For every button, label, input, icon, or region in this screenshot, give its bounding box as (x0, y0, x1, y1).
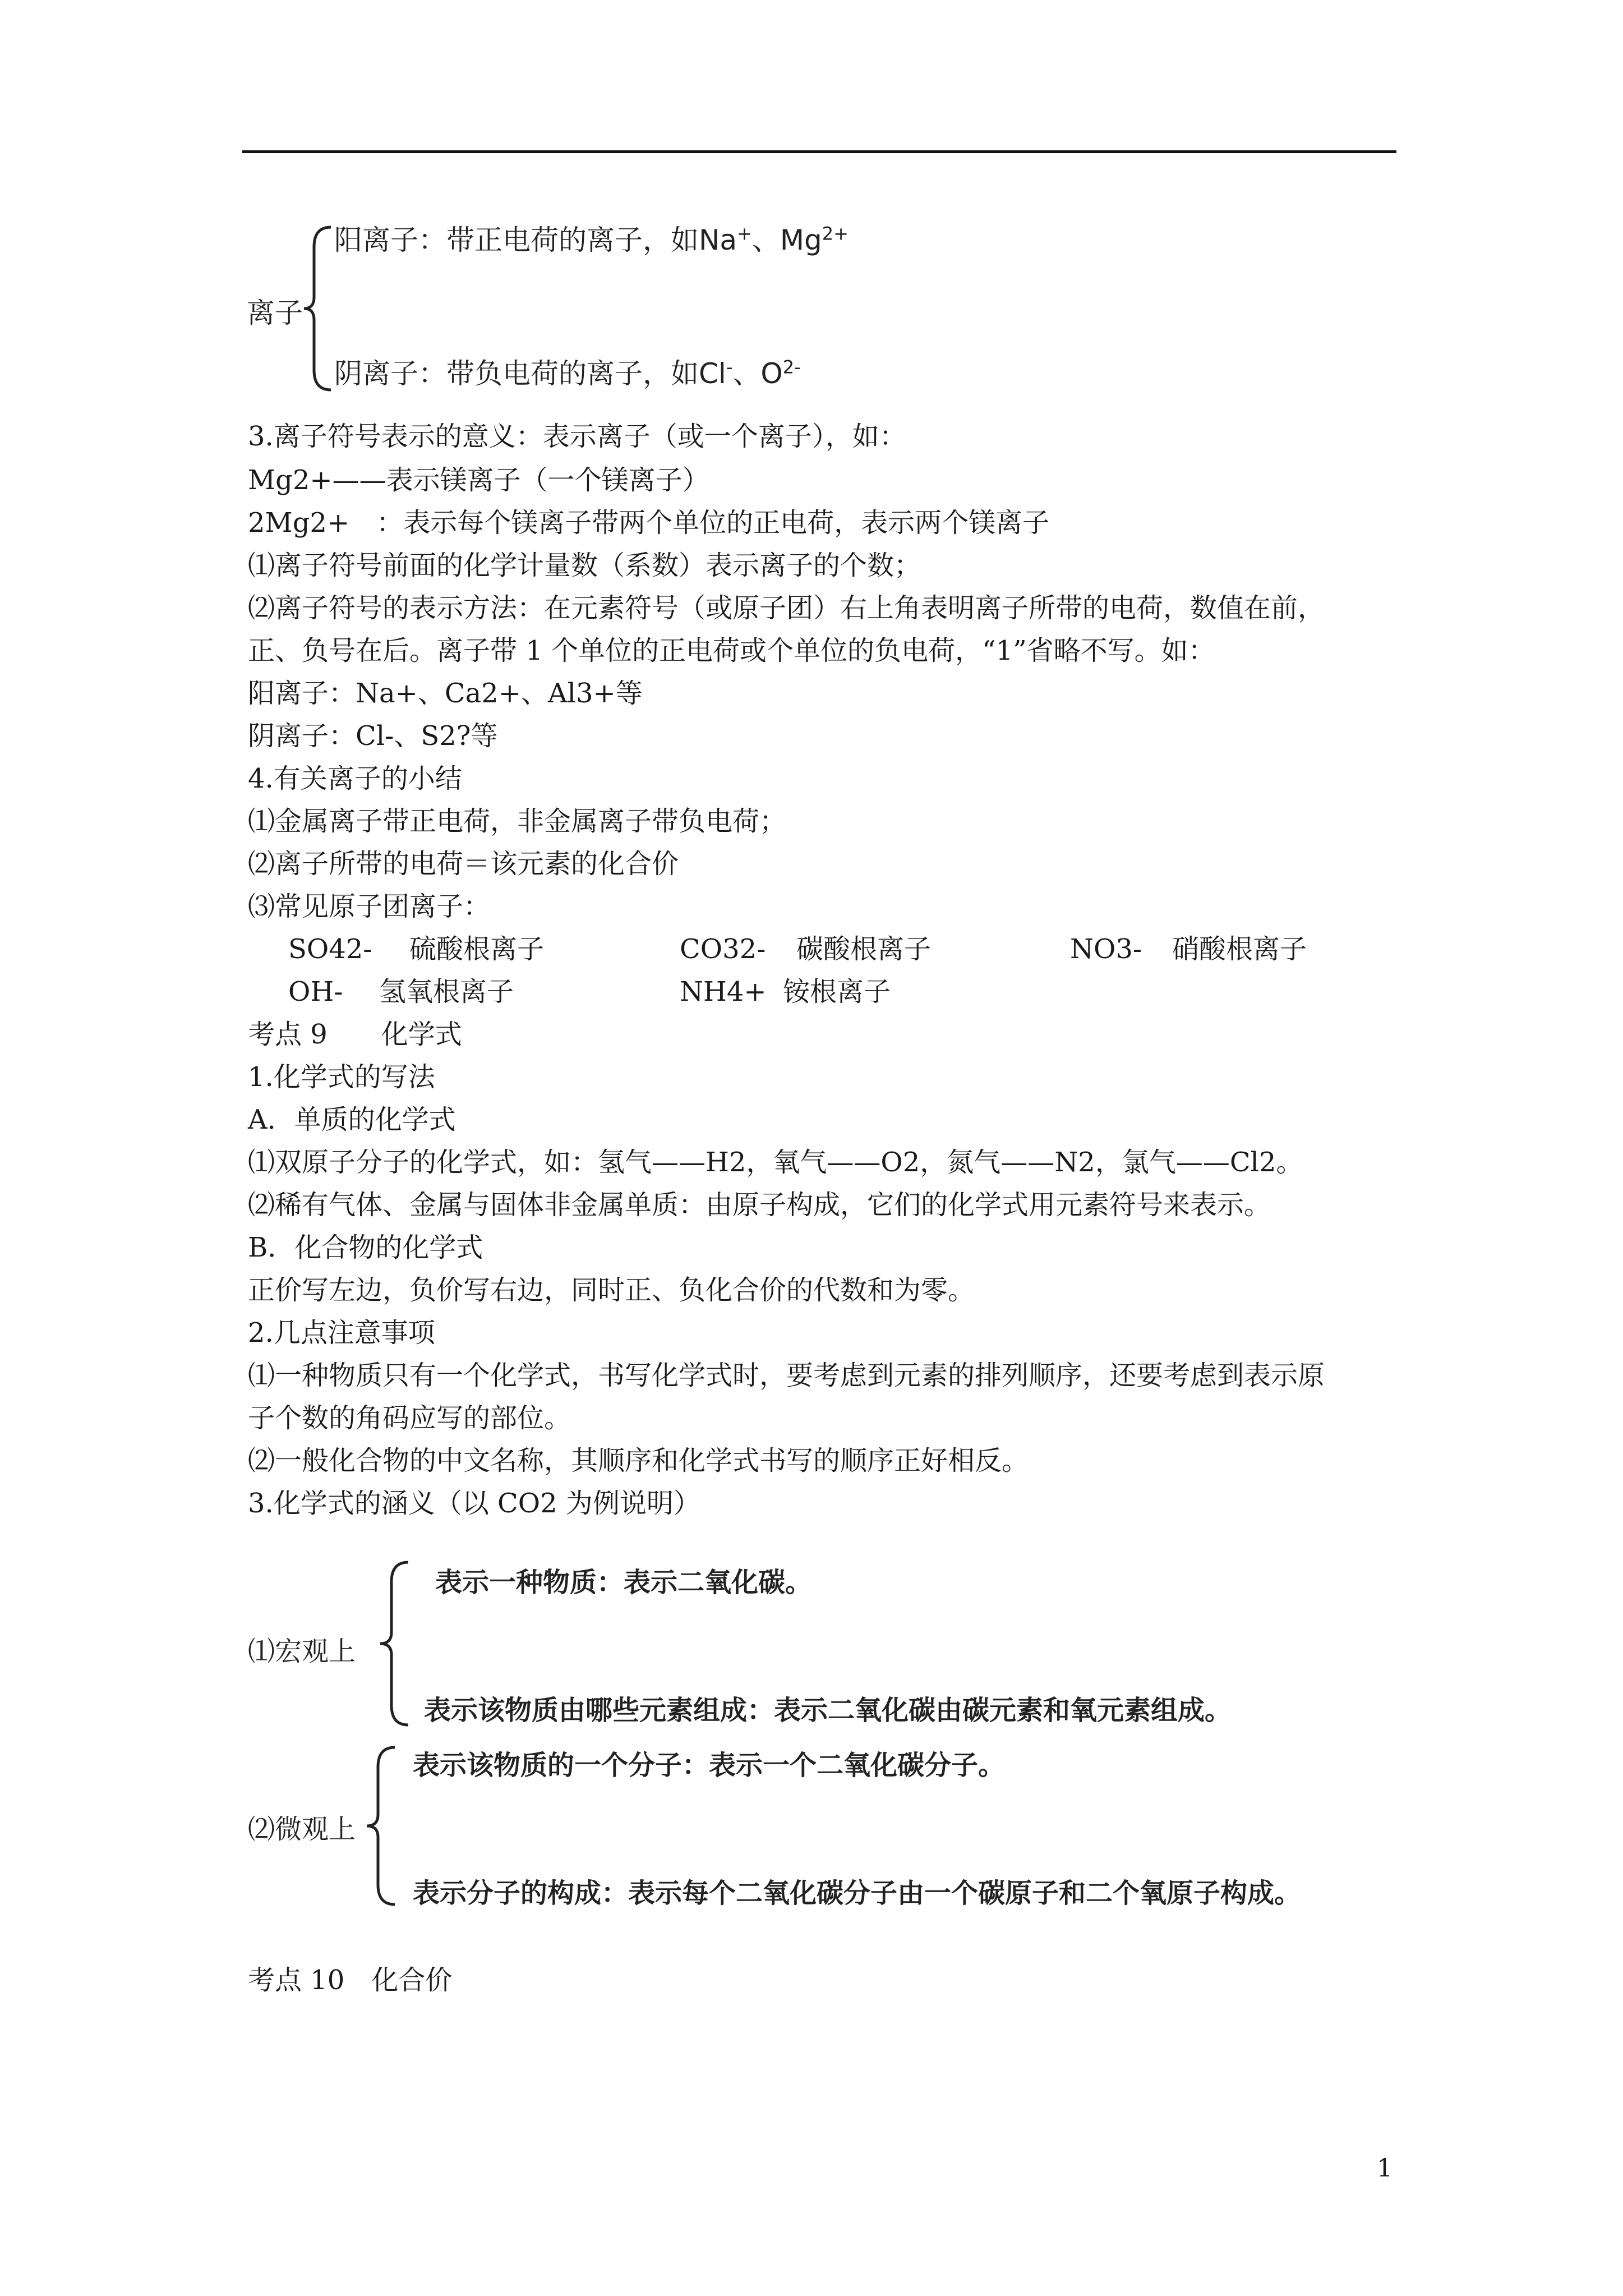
text-line: 3.离子符号表示的意义：表示离子（或一个离子），如： (248, 421, 906, 452)
micro-meaning-a: 表示该物质的一个分子：表示一个二氧化碳分子。 (413, 1750, 1006, 1781)
section-heading: 考点 9 化学式 (248, 1019, 462, 1050)
text-line: 1.化学式的写法 (248, 1061, 435, 1093)
text-line: 2Mg2+ ：表示每个镁离子带两个单位的正电荷，表示两个镁离子 (248, 507, 1050, 539)
anion-charge-2: 2- (782, 356, 801, 378)
cation-charge-1: + (737, 223, 752, 245)
radical-formula: CO32- (680, 933, 766, 965)
text-line: ⑵稀有气体、金属与固体非金属单质：由原子构成，它们的化学式用元素符号来表示。 (248, 1189, 1271, 1221)
text-line: 阴离子：Cl-、S2?等 (248, 720, 498, 752)
micro-meaning-b: 表示分子的构成：表示每个二氧化碳分子由一个碳原子和二个氧原子构成。 (413, 1878, 1302, 1909)
header-rule (242, 150, 1396, 153)
radical-name: 硝酸根离子 (1172, 933, 1307, 965)
cation-charge-2: 2+ (822, 223, 849, 245)
anion-text-2: 、O (732, 357, 783, 390)
text-line: ⑵离子符号的表示方法：在元素符号（或原子团）右上角表明离子所带的电荷，数值在前， (248, 592, 1325, 624)
text-line: ⑶常见原子团离子： (248, 891, 491, 922)
page-number: 1 (1377, 2154, 1393, 2183)
text-line: ⑴离子符号前面的化学计量数（系数）表示离子的个数； (248, 550, 921, 581)
text-line: ⑵一般化合物的中文名称，其顺序和化学式书写的顺序正好相反。 (248, 1445, 1029, 1476)
radical-name: 硫酸根离子 (409, 933, 545, 965)
text-line: 阳离子：Na+、Ca2+、Al3+等 (248, 678, 643, 709)
text-line: 4.有关离子的小结 (248, 763, 462, 794)
radical-name: 铵根离子 (783, 976, 891, 1007)
text-line: Mg2+——表示镁离子（一个镁离子） (248, 464, 709, 496)
macro-label: ⑴宏观上 (248, 1636, 356, 1667)
macro-meaning-a: 表示一种物质：表示二氧化碳。 (435, 1567, 813, 1598)
micro-brace (366, 1745, 399, 1907)
section-heading: 考点 10 化合价 (248, 1964, 453, 1996)
cation-text: 阳离子：带正电荷的离子，如Na (334, 224, 737, 256)
anion-text: 阴离子：带负电荷的离子，如Cl (334, 357, 726, 390)
macro-brace (379, 1559, 413, 1728)
text-line: 2.几点注意事项 (248, 1317, 435, 1349)
anion-charge-1: - (726, 356, 733, 378)
radical-formula: NO3- (1070, 933, 1142, 965)
radical-formula: OH- (288, 976, 343, 1007)
text-line: 正价写左边，负价写右边，同时正、负化合价的代数和为零。 (248, 1274, 975, 1306)
cation-definition (334, 218, 849, 258)
text-line: 子个数的角码应写的部位。 (248, 1402, 571, 1434)
radical-name: 碳酸根离子 (796, 933, 932, 965)
text-line: A．单质的化学式 (248, 1104, 456, 1135)
text-line: ⑴金属离子带正电荷，非金属离子带负电荷； (248, 806, 787, 837)
text-line: B．化合物的化学式 (248, 1232, 483, 1263)
text-line: ⑴一种物质只有一个化学式，书写化学式时，要考虑到元素的排列顺序，还要考虑到表示原 (248, 1360, 1325, 1391)
ion-root-label: 离子 (247, 297, 303, 329)
anion-definition (334, 351, 801, 392)
micro-label: ⑵微观上 (248, 1814, 356, 1845)
text-line: ⑵离子所带的电荷＝该元素的化合价 (248, 848, 679, 880)
radical-name: 氢氧根离子 (379, 976, 514, 1007)
radical-formula: NH4+ (680, 976, 767, 1007)
radical-formula: SO42- (288, 933, 372, 965)
text-line: 正、负号在后。离子带 1 个单位的正电荷或个单位的负电荷，“1”省略不写。如： (248, 635, 1215, 666)
text-line: ⑴双原子分子的化学式，如：氢气——H2，氧气——O2，氮气——N2，氯气——Cl2。 (248, 1147, 1303, 1178)
macro-meaning-b: 表示该物质由哪些元素组成：表示二氧化碳由碳元素和氧元素组成。 (424, 1695, 1232, 1726)
text-line: 3.化学式的涵义（以 CO2 为例说明） (248, 1488, 700, 1519)
cation-text-2: 、Mg (751, 224, 822, 256)
ion-brace (303, 224, 336, 393)
